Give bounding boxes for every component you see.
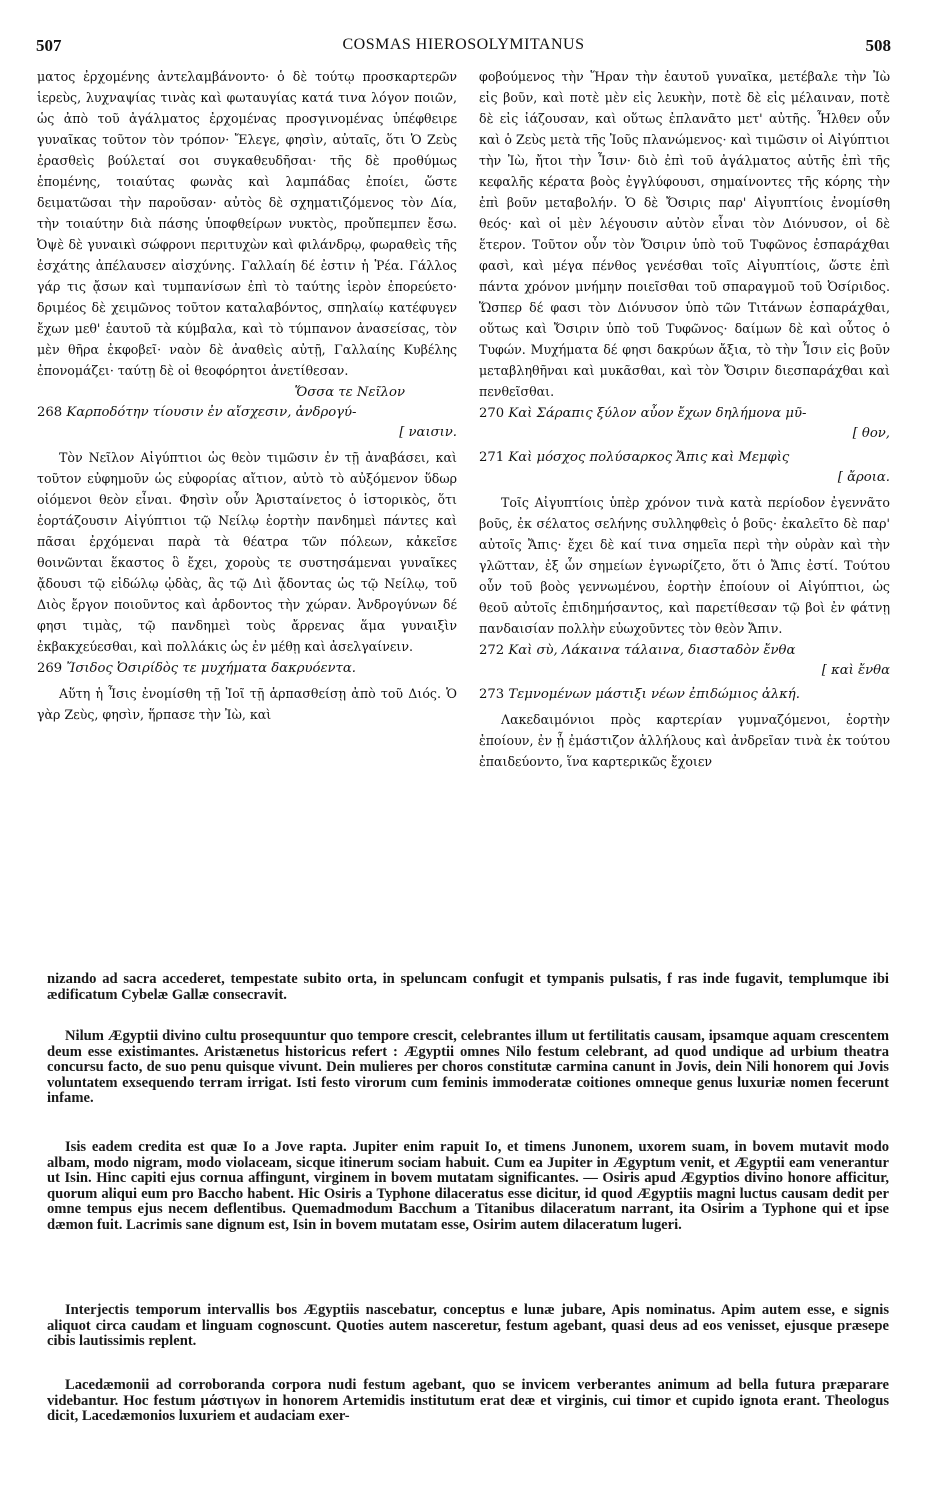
page-number-right: 508 (865, 36, 891, 55)
verse-text: Καὶ Σάραπις ξύλον αὖον ἔχων δηλήμονα μῦ- (508, 406, 807, 421)
verse-number: 269 (37, 661, 63, 676)
verse-270 (479, 404, 890, 444)
latin-text: Interjectis temporum intervallis bos Ægyptiis nascebatur, conceptus e lunæ jubare, Apis nominatus. Apim autem esse, e signis aliquot circa caudam et linguam cognoscunt. Quoties autem nasceretur, festum agebant, quasi deus ad eos venisset, ejusque præsepe cibis lautissimis replent. (47, 1302, 889, 1349)
verse-number: 272 (479, 643, 505, 658)
verse-272 (479, 641, 890, 681)
latin-text: Isis eadem credita est quæ Io a Jove rapta. Jupiter enim rapuit Io, et timens Junonem, uxorem suam, in bovem mutavit modo albam, modo nigram, modo violaceam, sicque itinerum sociam habuit. Cum ea Jupiter in Ægyptum venit, et Ægyptii eam venerantur ut Isin. Hinc capiti ejus cornua affingunt, virginem in bovem mutatam significantes. — Osiris apud Ægyptios divino honore afficitur, quorum aliqui eum pro Baccho habent. Hic Osiris a Typhone dilaceratus esse dicitur, id quod Ægyptiis magni luctus causam dedit per omne tempus ejus necem deflentibus. Quemadmodum Bacchum a Titanibus dilaceratum narrant, ita Osirim a Typhone qui et ipse dæmon fuit. Lacrimis sane dignum est, Isin in bovem mutatam esse, Osirim autem dilaceratum lugeri. (47, 1139, 889, 1233)
verse-text: Καὶ σὺ, Λάκαινα τάλαινα, διασταδὸν ἔνθα (508, 643, 796, 658)
verse-269 (37, 659, 457, 679)
greek-paragraph: Αὕτη ἡ Ἶσις ἐνομίσθη τῇ Ἰοῖ τῇ ἁρπασθείσῃ ἀπὸ τοῦ Διός. Ὁ γὰρ Ζεὺς, φησὶν, ἥρπασε τὴν Ἰὼ, καὶ (37, 686, 457, 722)
latin-paragraph (47, 1140, 889, 1233)
greek-column-right (479, 66, 890, 772)
page-number-left: 507 (36, 36, 62, 55)
verse-number: 268 (37, 405, 63, 420)
greek-paragraph: ματος ἐρχομένης ἀντελαμβάνοντο· ὁ δὲ τούτῳ προσκαρτερῶν ἱερεὺς, λυχναψίας τινὰς καὶ φωταυγίας κατά τινα λόγον ποιῶν, ὡς ἀπὸ τοῦ ἀγάλματος ἐρχομένας προσγινομένας ὑπέφθειρε γυναῖκας τοῦτον τὸν τρόπον· Ἔλεγε, φησὶν, αὐταῖς, ὅτι Ὁ Ζεὺς ἐρασθεὶς βούλεταί σοι συγκαθευδῆσαι· τῆς δὲ προθύμως ἑπομένης, τοιαύτας φωνὰς καὶ λαμπάδας ἐποίει, ὥστε δειματῶσαι τὴν παροῦσαν· αὐτὸς δὲ σχηματιζόμενος τὸν Δία, τὴν τοιαύτην διὰ πάσης ὑποφθείρων νυκτὸς, προὔπεμπεν ἔσω. Ὀψὲ δὲ γυναικὶ σώφρονι περιτυχὼν καὶ φιλάνδρῳ, φωραθεὶς τῆς ἐσχάτης ἀπέλαυσεν αἰσχύνης. Γαλλαίη δέ ἐστιν ἡ Ῥέα. Γάλλος γάρ τις ᾄσων καὶ τυμπανίσων ἐπὶ τὸ ταύτης ἱερὸν ἐπορεύετο· δριμέος δὲ χειμῶνος τοῦτον καταλαβόντος, σπηλαίῳ κατέφυγεν ἔχων μεθ' ἑαυτοῦ τὰ κύμβαλα, καὶ τὸ τύμπανον ἀνασείσας, τὸν μὲν θῆρα ἐκφοβεῖ· ναὸν δὲ ἀναθεὶς αὐτῇ, Γαλλαίης Κυβέλης ἐπονομάζει· ταύτῃ δὲ οἱ θεοφόρητοι ἀνετίθεσαν. (37, 69, 457, 378)
verse-number: 270 (479, 406, 505, 421)
latin-paragraph (47, 1303, 889, 1350)
verse-continuation: [ θον, (852, 426, 890, 441)
verse-number: 271 (479, 450, 505, 465)
latin-paragraph (47, 972, 889, 1003)
latin-text: Lacedæmonii ad corroboranda corpora nudi festum agebant, quo se invicem verberantes animum ad bella futura præparare videbantur. Hoc festum μάστιγων in honorem Artemidis institutum erat deæ et virginis, cui timor et cupido ignota erant. Theologus dicit, Lacedæmonios luxuriem et audaciam exer- (47, 1377, 889, 1424)
greek-column-left (37, 66, 457, 725)
verse-273 (479, 685, 890, 705)
verse-continuation: [ ναισιν. (399, 425, 457, 440)
latin-text: Nilum Ægyptii divino cultu prosequuntur quo tempore crescit, celebrantes illum ut fertilitatis causam, ipsamque aquam crescentem deum esse existimantes. Aristænetus historicus refert : Ægyptii omnes Nilo festum celebrant, ad quod undique ad urbium theatra concursu facto, de suo penu quisque vivunt. Dein mulieres per choros constitutæ carmina canunt in Jovis, dein Nili honorem qui Jovis voluntatem exsequendo terram irrigat. Isti festo virorum cum feminis immoderatæ coitiones omneque genus luxuriæ nomen fecerunt infame. (47, 1028, 889, 1106)
page-header (36, 36, 891, 58)
greek-paragraph: Λακεδαιμόνιοι πρὸς καρτερίαν γυμναζόμενοι, ἑορτὴν ἐποίουν, ἐν ᾗ ἐμάστιζον ἀλλήλους καὶ ἀνδρεῖαν τινὰ ἐκ τούτου ἐπαιδεύοντο, ἵνα καρτερικῶς ἔχοιεν (479, 712, 890, 769)
running-title: COSMAS HIEROSOLYMITANUS (342, 36, 585, 53)
verse-text: Καὶ μόσχος πολύσαρκος Ἄπις καὶ Μεμφὶς (508, 450, 790, 465)
verse-number: 273 (479, 687, 505, 702)
verse-text: Καρποδότην τίουσιν ἐν αἴσχεσιν, ἀνδρογύ- (66, 405, 357, 420)
greek-paragraph: Τοῖς Αἰγυπτίοις ὑπὲρ χρόνον τινὰ κατὰ περίοδον ἐγεννᾶτο βοῦς, ἐκ σέλατος σελήνης συλληφθεὶς ὁ βοῦς· ἐκαλεῖτο δὲ παρ' αὐτοῖς Ἄπις· ἔχει δὲ καί τινα σημεῖα περὶ τὴν οὐρὰν καὶ τὴν γλῶτταν, ἐξ ὧν σημείων ἐγνωρίζετο, ὅτι ὁ Ἄπις ἐστί. Τούτου οὖν τοῦ βοὸς γεννωμένου, ἑορτὴν ἐποίουν οἱ Αἰγύπτιοι, ὡς θεοῦ αὐτοῖς ἐπιδημήσαντος, καὶ παρετίθεσαν τῷ βοὶ ἐν φάτνῃ πανδαισίαν πολλὴν εὐωχοῦντες τὸν θεὸν Ἄπιν. (479, 495, 890, 636)
verse-lead: Ὅσσα τε Νεῖλον (294, 385, 405, 400)
verse-271 (479, 448, 890, 488)
verse-text: Τεμνομένων μάστιξι νέων ἐπιδώμιος ἀλκή. (508, 687, 800, 702)
latin-paragraph (47, 1029, 889, 1107)
verse-268 (37, 383, 457, 443)
greek-paragraph: Τὸν Νεῖλον Αἰγύπτιοι ὡς θεὸν τιμῶσιν ἐν τῇ ἀναβάσει, καὶ τοῦτον εὐφημοῦν ὡς εὐφορίας αἴτιον, αὐτὸ τὸ αὐξόμενον ὕδωρ οἰόμενοι θεὸν εἶναι. Φησὶν οὖν Ἀρισταίνετος ὁ ἱστορικὸς, ὅτι ἑορτάζουσιν Αἰγύπτιοι τῷ Νείλῳ ἑορτὴν πανδημεὶ πάντες καὶ πᾶσαι ἐρχόμεναι παρὰ τὰ θέατρα τῶν πόλεων, κἀκεῖσε θοινῶνται ἕκαστος ὃ ἔχει, χοροὺς τε συστησάμεναι γυναῖκες ᾄδουσι τῷ εἰδώλῳ ᾠδὰς, ἃς τῷ Διὶ ᾄδοντας ὡς τῷ Νείλῳ, τοῦ Διὸς ἔργον ποιοῦντος καὶ ἀρδοντος τὴν χώραν. Ἀνδρογύνων δέ φησι τιμὰς, τῷ πανδημεὶ τοὺς ἄρρενας ἅμα γυναιξὶν ἐκβακχεύεσθαι, καὶ πολλάκις ὡς ἐν μέθῃ καὶ ἀσελγαίνειν. (37, 450, 457, 654)
verse-continuation: [ καὶ ἔνθα (821, 663, 890, 678)
verse-text: Ἴσιδος Ὀσιρίδὸς τε μυχήματα δακρυόεντα. (66, 661, 356, 676)
latin-text: nizando ad sacra accederet, tempestate subito orta, in speluncam confugit et tympanis pulsatis, f ras inde fugavit, templumque ibi ædificatum Cybelæ Gallæ consecravit. (47, 971, 889, 1003)
latin-paragraph (47, 1378, 889, 1425)
greek-paragraph: φοβούμενος τὴν Ἥραν τὴν ἑαυτοῦ γυναῖκα, μετέβαλε τὴν Ἰὼ εἰς βοῦν, καὶ ποτὲ μὲν εἰς λευκὴν, ποτὲ δὲ εἰς μέλαιναν, ποτὲ δὲ εἰς ἰάζουσαν, καὶ οὕτως ἐπλανᾶτο μετ' αὐτῆς. Ἦλθεν οὖν καὶ ὁ Ζεὺς μετὰ τῆς Ἰοῦς πλανώμενος· καὶ τιμῶσιν οἱ Αἰγύπτιοι τὴν Ἰὼ, ἤτοι τὴν Ἶσιν· διὸ ἐπὶ τοῦ ἀγάλματος αὐτῆς ἐπὶ τῆς κεφαλῆς κέρατα βοὸς ἐγγλύφουσι, σημαίνοντες τῆς κόρης τὴν ἐπὶ βοῦν μεταβολήν. Ὁ δὲ Ὄσιρις παρ' Αἰγυπτίοις ἐνομίσθη θεός· καὶ οἱ μὲν λέγουσιν αὐτὸν εἶναι τὸν Διόνυσον, οἱ δὲ ἕτερον. Τοῦτον οὖν τὸν Ὄσιριν ὑπὸ τοῦ Τυφῶνος ἐσπαράχθαι φασὶ, καὶ μέγα πένθος γενέσθαι τοῖς Αἰγυπτίοις, ὥστε ἐπὶ πάντα χρόνον μνήμην ποιεῖσθαι τοῦ σπαραγμοῦ τοῦ Ὀσίριδος. Ὥσπερ δέ φασι τὸν Διόνυσον ὑπὸ τῶν Τιτάνων ἐσπαράχθαι, οὕτως καὶ Ὄσιριν ὑπὸ τοῦ Τυφῶνος· δαίμων δὲ καὶ οὗτος ὁ Τυφών. Μυχήματα δέ φησι δακρύων ἄξια, τὸ τὴν Ἶσιν εἰς βοῦν μεταβληθῆναι καὶ μυκᾶσθαι, καὶ τὸν Ὄσιριν διεσπαράχθαι καὶ πενθεῖσθαι. (479, 69, 890, 399)
verse-continuation: [ ἄροια. (837, 470, 890, 485)
